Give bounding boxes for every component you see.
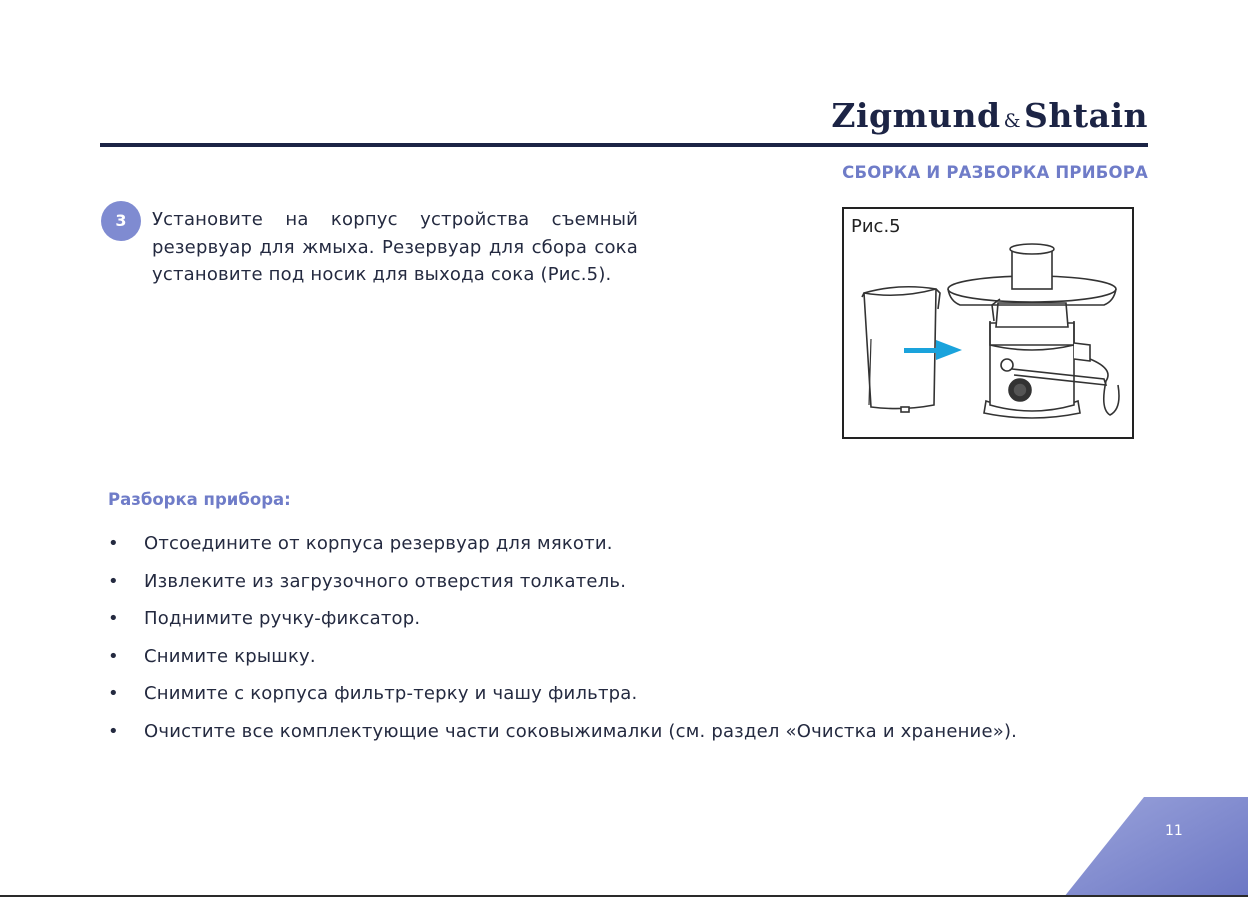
bullet-dot: • (108, 720, 119, 742)
juicer-illustration (844, 209, 1136, 441)
list-item-text: Снимите крышку. (144, 645, 316, 667)
logo-ampersand: & (1003, 110, 1022, 132)
logo-word-right: Shtain (1024, 96, 1148, 135)
bullet-dot: • (108, 533, 119, 554)
step-instruction-text: Установите на корпус устройства съемный резервуар для жмыха. Резервуар для сбора сока установите под носик для выхода сока (Рис.5). (152, 209, 638, 285)
list-item-text: Поднимите ручку-фиксатор. (144, 608, 421, 629)
disassembly-heading: Разборка прибора: (108, 490, 291, 509)
bullet-dot: • (108, 645, 119, 667)
juicer-body-drawing (948, 244, 1119, 418)
page-number: 11 (1165, 823, 1183, 839)
list-item-text: Снимите с корпуса фильтр-терку и чашу фильтра. (144, 683, 638, 704)
bullet-dot: • (108, 608, 119, 629)
figure-label: Рис.5 (851, 216, 901, 237)
step-number-badge: 3 (101, 201, 141, 241)
list-item-text: Очистите все комплектующие части соковыжималки (см. раздел «Очистка и хранение»). (144, 720, 1018, 742)
page-corner-decoration (1064, 797, 1248, 897)
list-item-text: Отсоедините от корпуса резервуар для мякоти. (144, 533, 613, 554)
figure-5-frame (842, 207, 1134, 439)
list-item-text: Извлеките из загрузочного отверстия толкатель. (144, 570, 627, 592)
bullet-dot: • (108, 683, 119, 704)
bullet-dot: • (108, 570, 119, 592)
header-divider (100, 143, 1148, 147)
brand-logo (831, 96, 1148, 141)
logo-word-left: Zigmund (831, 96, 1001, 135)
section-title: СБОРКА И РАЗБОРКА ПРИБОРА (842, 163, 1148, 182)
